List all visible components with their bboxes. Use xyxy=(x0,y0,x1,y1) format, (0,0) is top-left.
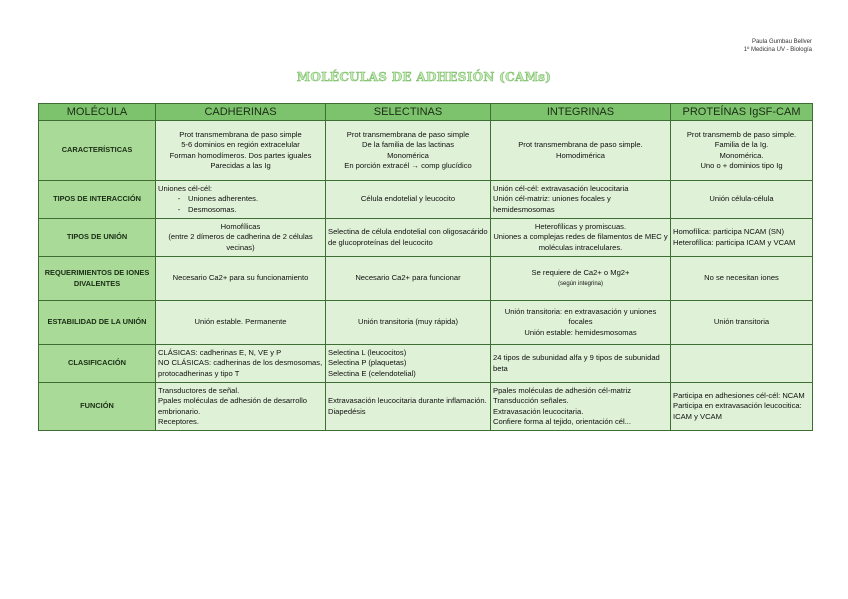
cell-line: Heterofílicas y promiscuas. xyxy=(534,221,627,231)
cell-line: CLÁSICAS: cadherinas E, N, VE y P xyxy=(158,347,282,357)
cell-selectinas xyxy=(326,181,491,219)
cell-line: Uniones cél-cél: xyxy=(158,183,213,193)
cell-igsf-cam xyxy=(671,383,813,431)
cell-bullet: - Desmosomas. xyxy=(158,205,323,216)
cell-line: Prot transmembrana de paso simple xyxy=(179,129,302,139)
cell-line: Monomérica xyxy=(387,150,429,160)
row-label: CLASIFICACIÓN xyxy=(39,345,156,383)
cell-igsf-cam xyxy=(671,219,813,257)
row-clasificacion xyxy=(39,345,813,383)
row-label: TIPOS DE UNIÓN xyxy=(39,219,156,257)
cell-note: (según integrina) xyxy=(557,280,604,287)
author-course: 1º Medicina UV - Biología xyxy=(743,47,812,53)
cell-selectinas xyxy=(326,219,491,257)
cell-line: Se requiere de Ca2+ o Mg2+ xyxy=(531,268,630,277)
cell-line: Unión transitoria (muy rápida) xyxy=(357,317,459,327)
cell-line: Selectina L (leucocitos) xyxy=(328,347,407,357)
cell-line: Homofílica: participa NCAM (SN) xyxy=(673,227,784,236)
cell-cadherinas xyxy=(156,181,326,219)
cell-line: En porción extracél → comp glucídico xyxy=(344,161,472,170)
cell-line: Uno o + dominios tipo Ig xyxy=(700,161,783,170)
cell-line: Unión transitoria xyxy=(713,317,770,327)
cell-igsf-cam xyxy=(671,345,813,383)
cell-line: Unión cél-matriz: uniones focales y hemidesmosomas xyxy=(493,194,611,214)
cell-line: Participa en extravasación leucocitica: ICAM y VCAM xyxy=(673,401,802,421)
cell-cadherinas xyxy=(156,301,326,345)
cell-line: Participa en adhesiones cél-cél: NCAM xyxy=(673,390,805,400)
cell-line: Selectina P (plaquetas) xyxy=(328,358,407,368)
cell-line: Confiere forma al tejido, orientación cél... xyxy=(493,417,632,426)
cell-line: Forman homodímeros. Dos partes iguales xyxy=(169,150,312,160)
row-funcion xyxy=(39,383,813,431)
cell-selectinas xyxy=(326,383,491,431)
cell-line: Prot transmembrana de paso simple. xyxy=(518,140,643,149)
cell-line: De la familia de las lactinas xyxy=(361,140,454,149)
author-name: Paula Gumbau Bellver xyxy=(751,39,812,45)
cell-line: Célula endotelial y leucocito xyxy=(360,194,456,204)
cell-line: Uniones a complejas redes de filamentos de MEC y moléculas intracelulares. xyxy=(493,232,668,252)
cell-line: Prot transmemb de paso simple. xyxy=(686,129,797,139)
cell-line: Unión célula-célula xyxy=(709,194,774,204)
cell-line: Necesario Ca2+ para su funcionamiento xyxy=(172,273,309,283)
cell-line: (entre 2 dímeros de cadherina de 2 células vecinas) xyxy=(168,232,313,252)
cell-line: Extravasación leucocitaria durante inflamación. xyxy=(328,396,487,405)
cell-line: Homofílicas xyxy=(220,221,261,231)
cell-cadherinas xyxy=(156,383,326,431)
row-caracteristicas xyxy=(39,121,813,181)
cell-selectinas xyxy=(326,121,491,181)
cell-line: 24 tipos de subunidad alfa y 9 tipos de subunidad beta xyxy=(493,353,660,373)
cell-igsf-cam xyxy=(671,301,813,345)
cell-line: Necesario Ca2+ para funcionar xyxy=(355,273,461,283)
cell-igsf-cam xyxy=(671,257,813,301)
cell-line: Transducción señales. xyxy=(493,396,569,405)
cell-line: Unión estable: hemidesmosomas xyxy=(524,327,637,337)
cell-line: Homodimérica xyxy=(556,150,605,160)
cell-line: Ppales moléculas de adhesión de desarrollo embrionario. xyxy=(158,396,308,416)
cell-line: No se necesitan iones xyxy=(704,273,779,283)
header-row xyxy=(39,104,813,121)
cell-line: Selectina E (celendotelial) xyxy=(328,368,416,378)
row-estabilidad-union xyxy=(39,301,813,345)
row-tipos-union xyxy=(39,219,813,257)
row-requerimientos-iones xyxy=(39,257,813,301)
cell-line: Familia de la Ig. xyxy=(714,140,769,149)
cell-cadherinas xyxy=(156,345,326,383)
cell-integrinas xyxy=(491,121,671,181)
cell-line: 5-6 dominios en región extracelular xyxy=(181,140,300,149)
cell-igsf-cam xyxy=(671,121,813,181)
row-label: ESTABILIDAD DE LA UNIÓN xyxy=(39,301,156,345)
cell-line: Heterofílica: participa ICAM y VCAM xyxy=(673,237,796,247)
cell-line: Diapedésis xyxy=(328,406,366,416)
cell-line: Unión cél-cél: extravasación leucocitaria xyxy=(493,183,629,193)
cell-integrinas xyxy=(491,383,671,431)
cams-table xyxy=(38,103,813,431)
cell-selectinas xyxy=(326,345,491,383)
cell-line: Parecidas a las Ig xyxy=(210,161,271,170)
header-cadherinas: CADHERINAS xyxy=(156,104,326,121)
cell-line: Transductores de señal. xyxy=(158,385,240,395)
cell-selectinas xyxy=(326,257,491,301)
cell-line: Unión estable. Permanente xyxy=(194,317,287,327)
cell-bullet: - Uniones adherentes. xyxy=(158,194,323,205)
cell-line: Unión transitoria: en extravasación y uniones focales xyxy=(504,306,657,327)
cell-integrinas xyxy=(491,181,671,219)
cell-line: Extravasación leucocitaria. xyxy=(493,406,584,416)
cell-integrinas xyxy=(491,257,671,301)
cell-igsf-cam xyxy=(671,181,813,219)
cell-selectinas xyxy=(326,301,491,345)
cell-line: NO CLÁSICAS: cadherinas de los desmosomas, protocadherinas y tipo T xyxy=(158,358,323,378)
cell-cadherinas xyxy=(156,219,326,257)
header-molecula: MOLÉCULA xyxy=(39,104,156,121)
row-label: TIPOS DE INTERACCIÓN xyxy=(39,181,156,219)
cell-integrinas xyxy=(491,301,671,345)
cell-line: Monomérica. xyxy=(719,150,764,160)
document-title: MOLÉCULAS DE ADHESIÓN (CAMs) xyxy=(296,70,552,84)
header-selectinas: SELECTINAS xyxy=(326,104,491,121)
cell-line: Receptores. xyxy=(158,417,199,426)
row-tipos-interaccion xyxy=(39,181,813,219)
cell-integrinas xyxy=(491,345,671,383)
cell-cadherinas xyxy=(156,257,326,301)
author-info xyxy=(744,38,812,54)
cell-line: Ppales moléculas de adhesión cél-matriz xyxy=(493,385,632,395)
row-label: REQUERIMIENTOS DE IONES DIVALENTES xyxy=(39,257,156,301)
header-igsf-cam: PROTEÍNAS IgSF-CAM xyxy=(671,104,813,121)
cell-cadherinas xyxy=(156,121,326,181)
row-label: CARACTERÍSTICAS xyxy=(39,121,156,181)
header-integrinas: INTEGRINAS xyxy=(491,104,671,121)
cell-line: Prot transmembrana de paso simple xyxy=(346,129,470,139)
row-label: FUNCIÓN xyxy=(39,383,156,431)
cell-line: Selectina de célula endotelial con oligosacárido de glucoproteínas del leucocito xyxy=(328,227,488,247)
cell-integrinas xyxy=(491,219,671,257)
